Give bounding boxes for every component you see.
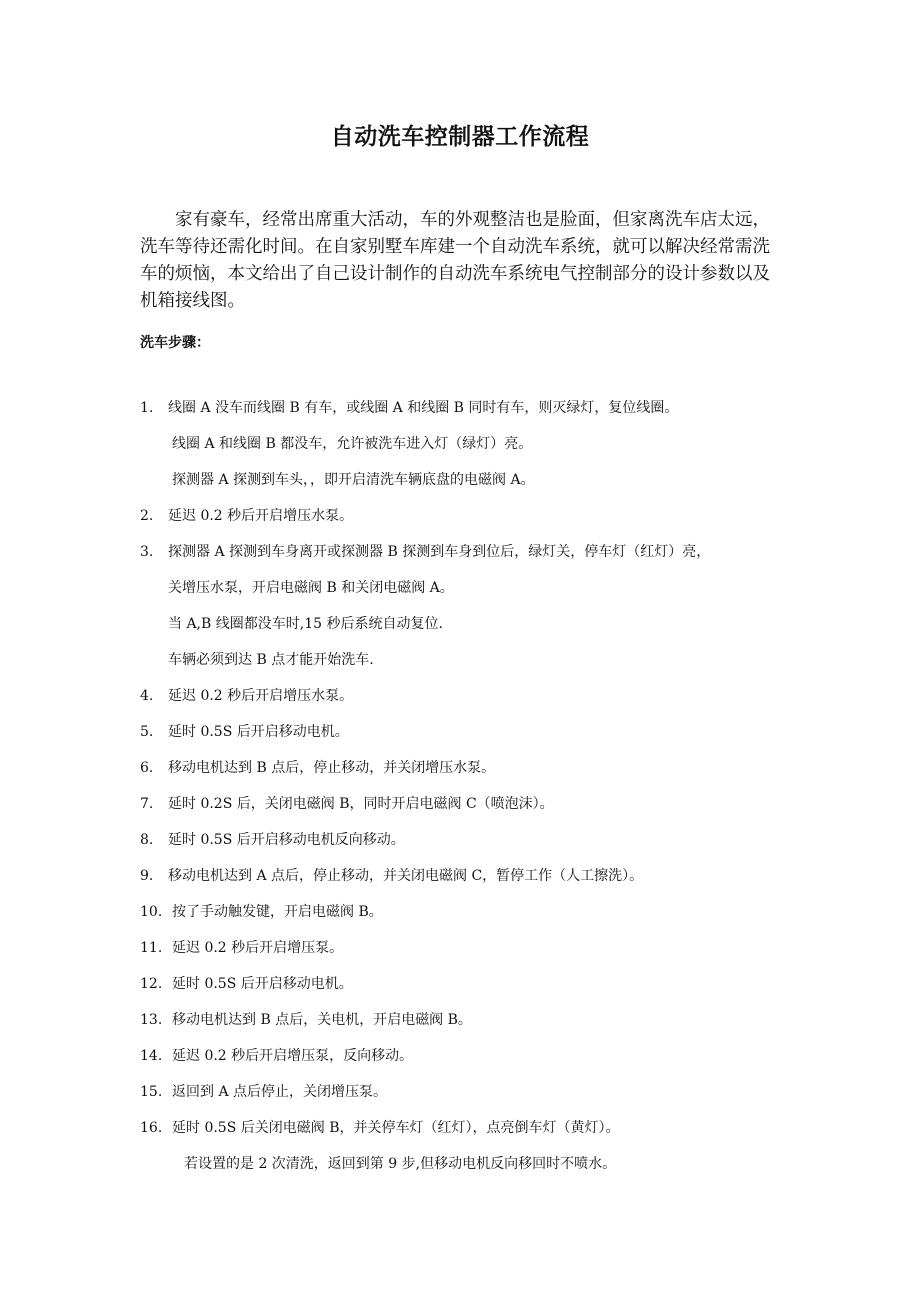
step-line-8: [140, 830, 405, 850]
intro-paragraph: 家有豪车，经常出席重大活动，车的外观整洁也是脸面，但家离洗车店太远，洗车等待还需化时间。在自家别墅车库建一个自动洗车系统，就可以解决经常需洗车的烦恼，本文给出了自己设计制作的自动洗车系统电气控制部分的设计参数以及机箱接线图。: [140, 210, 770, 311]
step-number: 10.: [140, 904, 163, 920]
step-text: 返回到 A 点后停止，关闭增压泵。: [172, 1084, 388, 1100]
step-number: 6.: [140, 760, 154, 776]
step-number: 3.: [140, 544, 154, 560]
step-line-3d: [168, 650, 374, 670]
step-text: 线圈 A 和线圈 B 都没车，允许被洗车进入灯（绿灯）亮。: [172, 436, 533, 452]
section-heading: 洗车步骤：: [140, 335, 210, 351]
step-text: 延迟 0.2 秒后开启增压泵。: [172, 940, 344, 956]
step-line-2: [140, 506, 353, 526]
step-text: 延迟 0.2 秒后开启增压水泵。: [168, 508, 354, 524]
step-line-16: [140, 1118, 620, 1138]
step-text: 延时 0.2S 后，关闭电磁阀 B，同时开启电磁阀 C（喷泡沫）。: [168, 796, 554, 812]
step-number: 4.: [140, 688, 154, 704]
step-line-6: [140, 758, 495, 778]
step-number: 2.: [140, 508, 154, 524]
step-line-11: [140, 938, 343, 958]
step-line-1b: [172, 434, 532, 454]
step-text: 探测器 A 探测到车身离开或探测器 B 探测到车身到位后，绿灯关，停车灯（红灯）亮，: [168, 544, 711, 560]
step-text: 按了手动触发键，开启电磁阀 B。: [172, 904, 383, 920]
step-number: 9.: [140, 868, 154, 884]
step-number: 7.: [140, 796, 154, 812]
step-number: 11.: [140, 940, 163, 956]
step-line-5: [140, 722, 349, 742]
step-text: 移动电机达到 B 点后，关电机，开启电磁阀 B。: [172, 1012, 472, 1028]
step-line-9: [140, 866, 643, 886]
step-line-10: [140, 902, 383, 922]
step-text: 当 A,B 线圈都没车时,15 秒后系统自动复位.: [168, 616, 443, 632]
step-text: 线圈 A 没车而线圈 B 有车，或线圈 A 和线圈 B 同时有车，则灭绿灯，复位线圈。: [168, 400, 679, 416]
step-text: 若设置的是 2 次清洗，返回到第 9 步,但移动电机反向移回时不喷水。: [184, 1156, 617, 1172]
step-number: 5.: [140, 724, 154, 740]
step-text: 探测器 A 探测到车头，，即开启清洗车辆底盘的电磁阀 A。: [172, 472, 535, 488]
step-number: 15.: [140, 1084, 163, 1100]
step-text: 延时 0.5S 后开启移动电机。: [168, 724, 349, 740]
step-line-1: [140, 398, 678, 418]
step-text: 延时 0.5S 后关闭电磁阀 B，并关停车灯（红灯），点亮倒车灯（黄灯）。: [172, 1120, 620, 1136]
step-line-16b: [184, 1154, 616, 1174]
step-line-3c: [168, 614, 443, 634]
step-line-12: [140, 974, 353, 994]
step-text: 车辆必须到达 B 点才能开始洗车.: [168, 652, 374, 668]
step-text: 关增压水泵，开启电磁阀 B 和关闭电磁阀 A。: [168, 580, 454, 596]
step-text: 移动电机达到 B 点后，停止移动，并关闭增压水泵。: [168, 760, 496, 776]
step-line-3b: [168, 578, 454, 598]
step-text: 延时 0.5S 后开启移动电机反向移动。: [168, 832, 405, 848]
step-line-1c: [172, 470, 535, 490]
step-text: 延迟 0.2 秒后开启增压水泵。: [168, 688, 354, 704]
step-line-7: [140, 794, 554, 814]
document-title: 自动洗车控制器工作流程: [330, 124, 590, 150]
step-number: 13.: [140, 1012, 163, 1028]
step-number: 12.: [140, 976, 163, 992]
step-line-14: [140, 1046, 413, 1066]
step-line-13: [140, 1010, 472, 1030]
step-number: 14.: [140, 1048, 163, 1064]
step-number: 8.: [140, 832, 154, 848]
step-line-4: [140, 686, 353, 706]
step-text: 移动电机达到 A 点后，停止移动，并关闭电磁阀 C，暂停工作（人工擦洗）。: [168, 868, 644, 884]
step-text: 延时 0.5S 后开启移动电机。: [172, 976, 353, 992]
step-line-15: [140, 1082, 387, 1102]
step-number: 1.: [140, 400, 154, 416]
step-text: 延迟 0.2 秒后开启增压泵，反向移动。: [172, 1048, 414, 1064]
step-number: 16.: [140, 1120, 163, 1136]
step-line-3: [140, 542, 710, 562]
